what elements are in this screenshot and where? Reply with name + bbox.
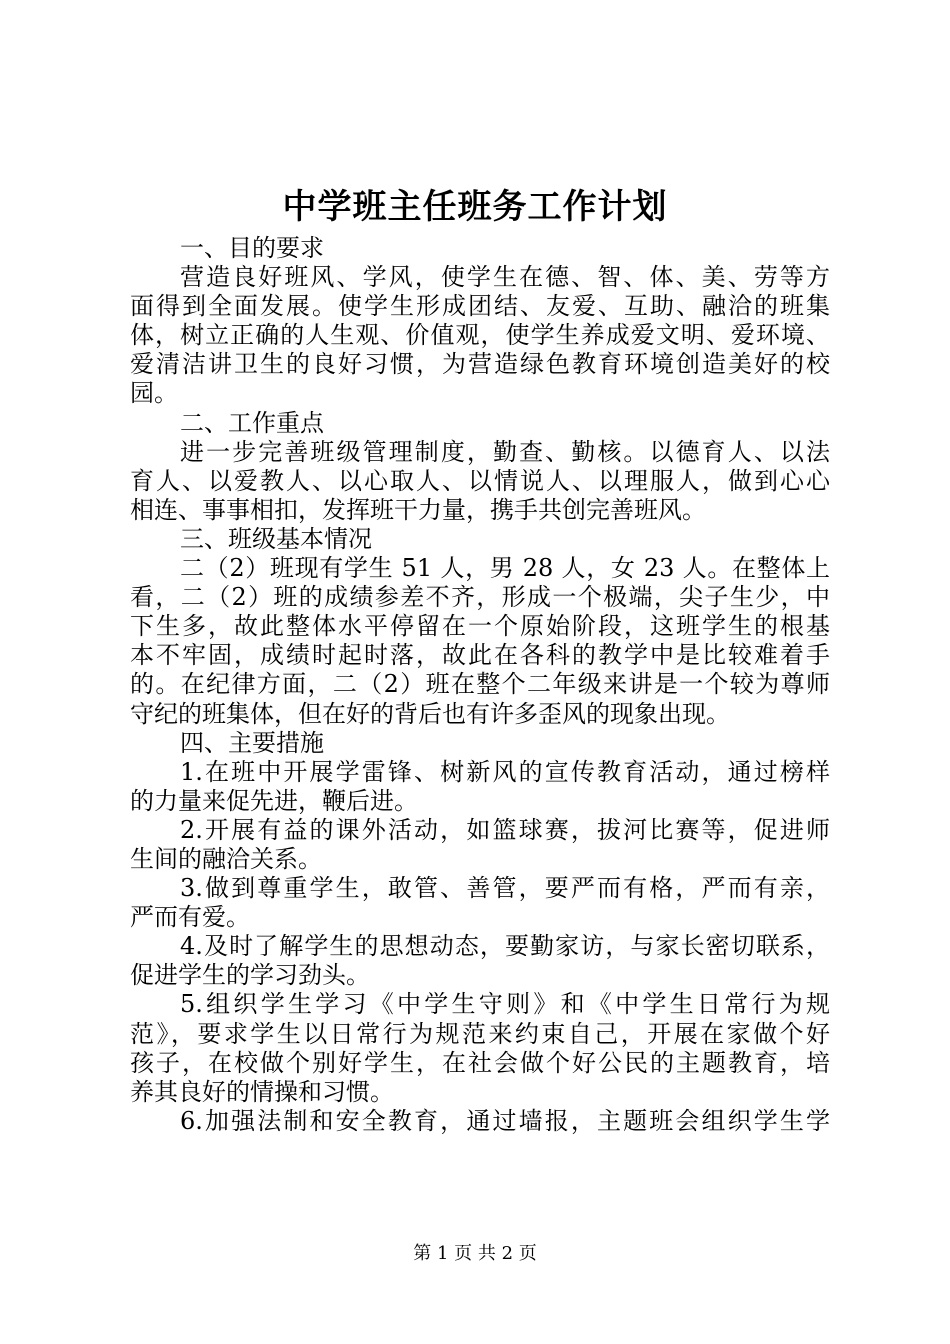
paragraph-line: 3.做到尊重学生，敢管、善管，要严而有格，严而有亲，	[180, 874, 830, 903]
paragraph-line: 的。在纪律方面，二（2）班在整个二年级来讲是一个较为尊师	[130, 670, 830, 699]
paragraph-line: 1.在班中开展学雷锋、树新风的宣传教育活动，通过榜样	[180, 757, 830, 786]
section-heading: 一、目的要求	[180, 234, 324, 262]
paragraph-line: 守纪的班集体，但在好的背后也有许多歪风的现象出现。	[130, 699, 730, 728]
page-footer: 第 1 页 共 2 页	[413, 1243, 537, 1264]
paragraph-line: 范》，要求学生以日常行为规范来约束自己，开展在家做个好	[130, 1019, 830, 1048]
paragraph-line: 爱清洁讲卫生的良好习惯，为营造绿色教育环境创造美好的校	[130, 350, 830, 379]
paragraph-line: 面得到全面发展。使学生形成团结、友爱、互助、融洽的班集	[130, 292, 830, 321]
paragraph-line: 营造良好班风、学风，使学生在德、智、体、美、劳等方	[180, 263, 830, 292]
paragraph-line: 严而有爱。	[130, 903, 250, 932]
document-body	[130, 234, 830, 1136]
paragraph-line: 育人、以爱教人、以心取人、以情说人、以理服人，做到心心	[130, 466, 830, 495]
paragraph-line: 促进学生的学习劲头。	[130, 961, 370, 990]
paragraph-line: 4.及时了解学生的思想动态，要勤家访，与家长密切联系，	[180, 932, 830, 961]
section-heading: 二、工作重点	[180, 408, 324, 437]
paragraph-line: 园。	[130, 379, 178, 408]
section-heading: 三、班级基本情况	[180, 524, 372, 553]
paragraph-line: 相连、事事相扣，发挥班干力量，携手共创完善班风。	[130, 495, 706, 524]
document-title: 中学班主任班务工作计划	[282, 187, 668, 227]
paragraph-line: 的力量来促先进，鞭后进。	[130, 786, 418, 815]
paragraph-line: 下生多，故此整体水平停留在一个原始阶段，这班学生的根基	[130, 612, 830, 641]
paragraph-line: 孩子，在校做个别好学生，在社会做个好公民的主题教育，培	[130, 1048, 830, 1077]
paragraph-line: 2.开展有益的课外活动，如篮球赛，拔河比赛等，促进师	[180, 815, 830, 844]
paragraph-line: 本不牢固，成绩时起时落，故此在各科的教学中是比较难着手	[130, 641, 830, 670]
paragraph-line: 5.组织学生学习《中学生守则》和《中学生日常行为规	[180, 990, 830, 1019]
paragraph-line: 看，二（2）班的成绩参差不齐，形成一个极端，尖子生少，中	[130, 583, 830, 612]
paragraph-line: 进一步完善班级管理制度，勤查、勤核。以德育人、以法	[180, 437, 830, 466]
paragraph-line: 6.加强法制和安全教育，通过墙报，主题班会组织学生学	[180, 1106, 830, 1135]
paragraph-line: 体，树立正确的人生观、价值观，使学生养成爱文明、爱环境、	[130, 321, 830, 350]
section-heading: 四、主要措施	[180, 728, 324, 757]
paragraph-line: 生间的融洽关系。	[130, 844, 322, 873]
paragraph-line: 二（2）班现有学生 51 人，男 28 人，女 23 人。在整体上	[180, 554, 830, 583]
paragraph-line: 养其良好的情操和习惯。	[130, 1077, 394, 1106]
